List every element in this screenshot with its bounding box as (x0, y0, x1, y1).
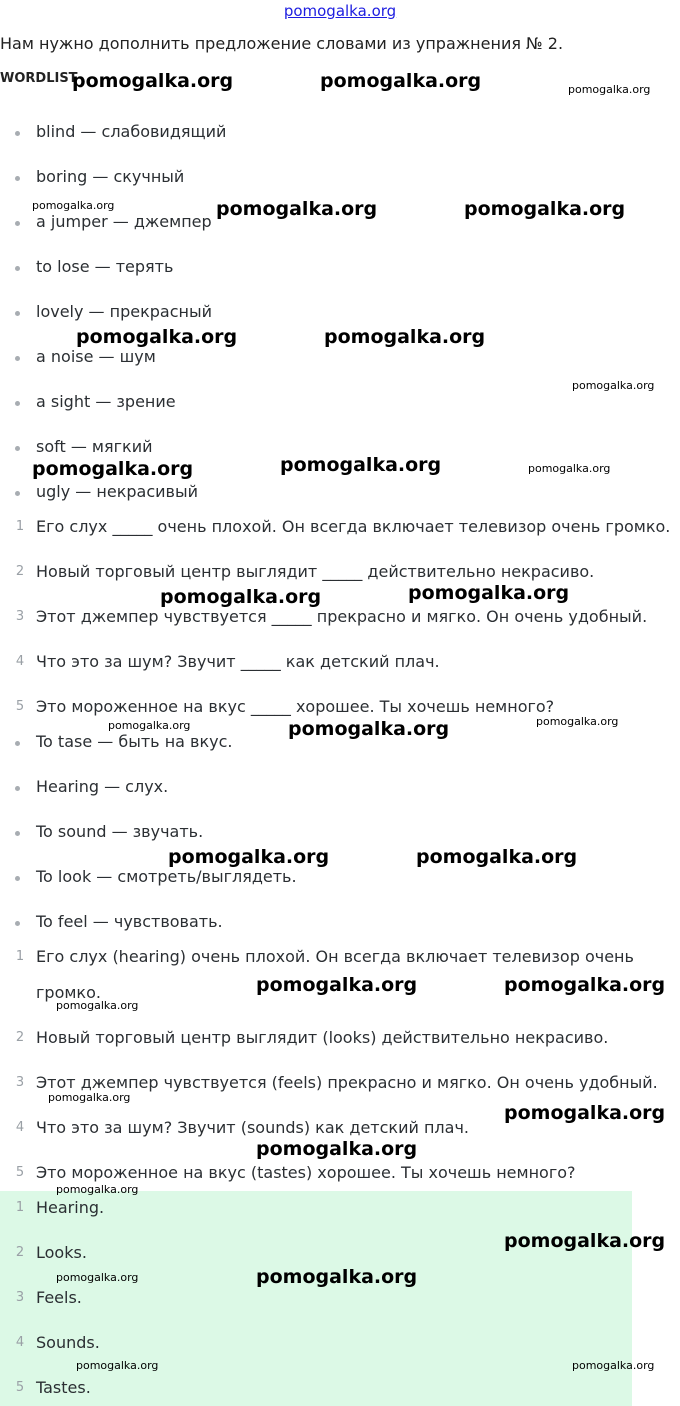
answers-panel (0, 1191, 632, 1406)
watermark: pomogalka.org (32, 199, 115, 212)
watermark: pomogalka.org (56, 1183, 139, 1196)
bullet-icon (15, 131, 20, 136)
bullet-icon (15, 176, 20, 181)
watermark: pomogalka.org (256, 1266, 418, 1288)
bullet-icon (15, 786, 20, 791)
bullet-icon (15, 221, 20, 226)
bullet-icon (15, 311, 20, 316)
watermark: pomogalka.org (48, 1091, 131, 1104)
bullet-icon (15, 491, 20, 496)
watermark: pomogalka.org (408, 582, 570, 604)
watermark: pomogalka.org (76, 326, 238, 348)
watermark: pomogalka.org (572, 1359, 655, 1372)
watermark: pomogalka.org (504, 974, 666, 996)
wordlist-heading: WORDLIST (0, 71, 78, 86)
intro-text: Нам нужно дополнить предложение словами из упражнения № 2. (0, 34, 564, 53)
bullet-icon (15, 401, 20, 406)
watermark: pomogalka.org (56, 999, 139, 1012)
watermark: pomogalka.org (504, 1102, 666, 1124)
watermark: pomogalka.org (56, 1271, 139, 1284)
bullet-icon (15, 356, 20, 361)
watermark: pomogalka.org (108, 719, 191, 732)
watermark: pomogalka.org (572, 379, 655, 392)
watermark: pomogalka.org (72, 70, 234, 92)
bullet-icon (15, 876, 20, 881)
bullet-icon (15, 266, 20, 271)
watermark: pomogalka.org (324, 326, 486, 348)
watermark: pomogalka.org (464, 198, 626, 220)
watermark: pomogalka.org (256, 1138, 418, 1160)
watermark: pomogalka.org (216, 198, 378, 220)
watermark: pomogalka.org (568, 83, 651, 96)
watermark: pomogalka.org (528, 462, 611, 475)
bullet-icon (15, 831, 20, 836)
watermark: pomogalka.org (536, 715, 619, 728)
watermark: pomogalka.org (168, 846, 330, 868)
watermark: pomogalka.org (504, 1230, 666, 1252)
bullet-icon (15, 741, 20, 746)
watermark: pomogalka.org (416, 846, 578, 868)
watermark: pomogalka.org (32, 458, 194, 480)
watermark: pomogalka.org (320, 70, 482, 92)
watermark: pomogalka.org (76, 1359, 159, 1372)
bullet-icon (15, 446, 20, 451)
bullet-icon (15, 921, 20, 926)
watermark: pomogalka.org (280, 454, 442, 476)
watermark: pomogalka.org (288, 718, 450, 740)
watermark: pomogalka.org (160, 586, 322, 608)
header-link[interactable]: pomogalka.org (283, 2, 397, 20)
watermark: pomogalka.org (256, 974, 418, 996)
